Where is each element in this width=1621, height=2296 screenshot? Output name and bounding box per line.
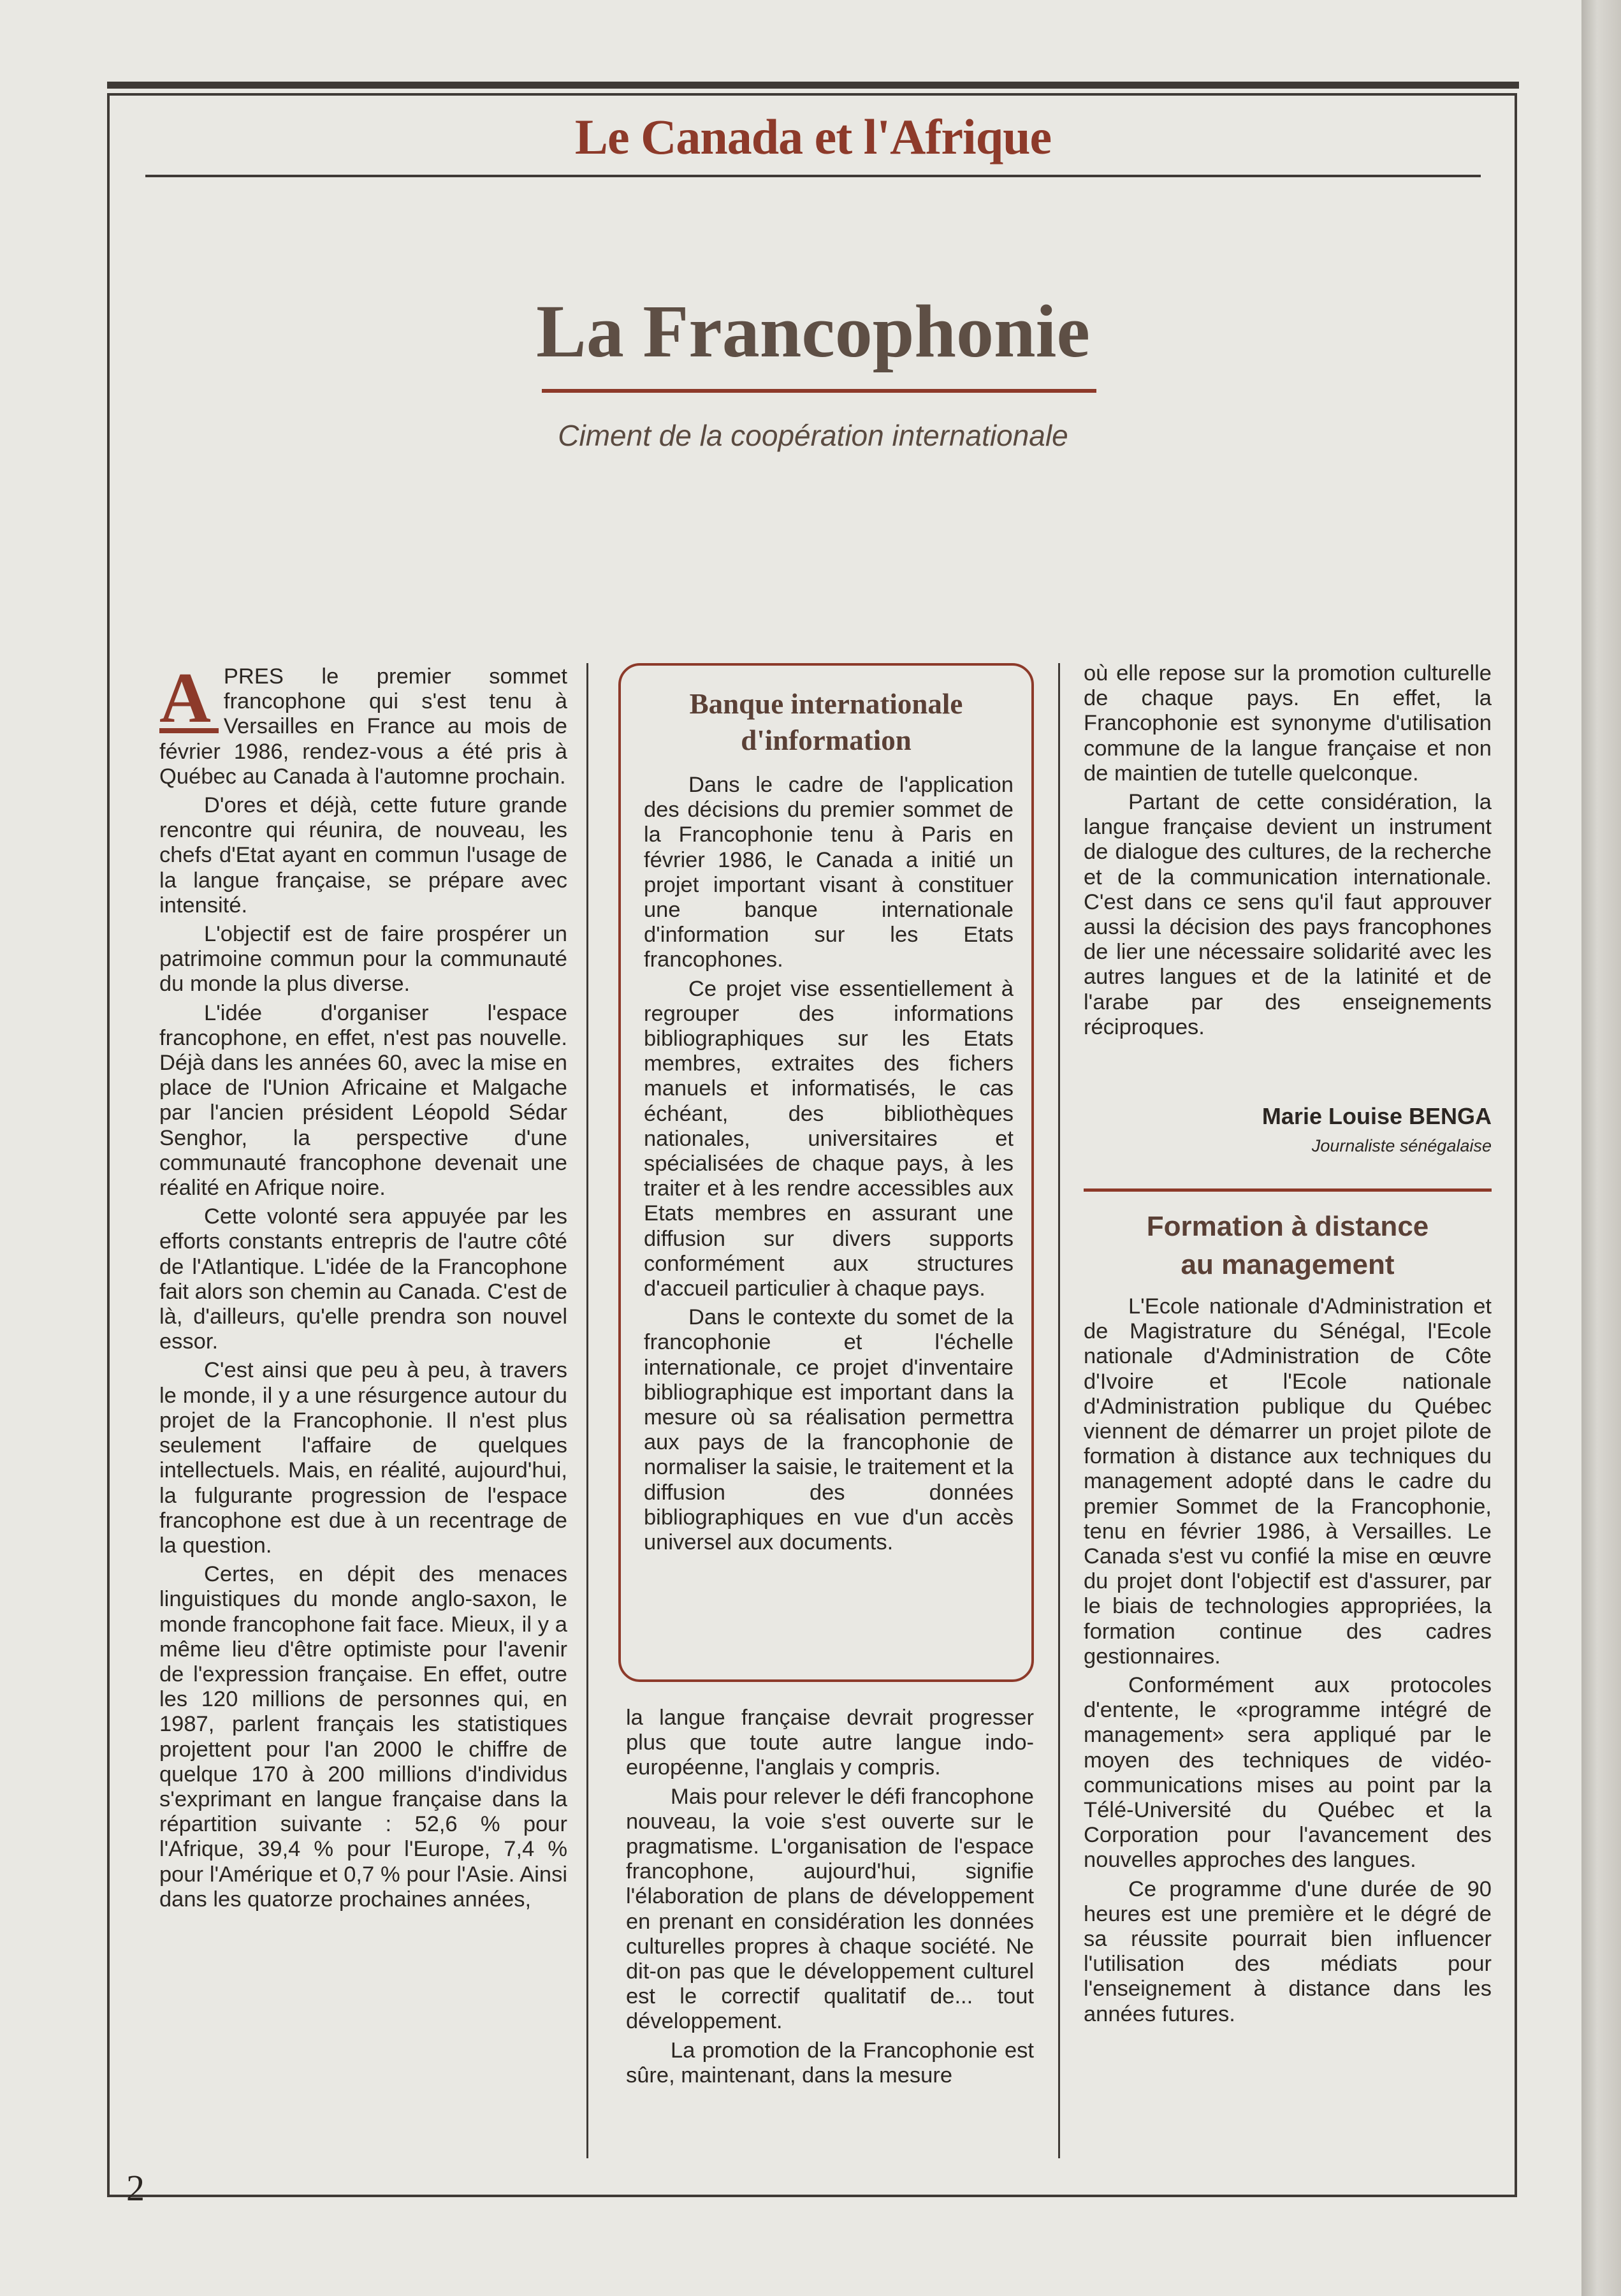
section-header: Le Canada et l'Afrique <box>574 109 1052 165</box>
sidebar2-body <box>1084 1294 1492 2031</box>
column1-paragraph-7: Certes, en dépit des menaces linguistiques du monde anglo-saxon, le monde francophone fait face. Mieux, il y a même lieu d'être optimiste pour l'avenir de l'expression française. En effet, outre les 120 millions de personnes qui, en 1987, parlent français les statistiques projettent pour l'an 2000 le chiffre de quelque 170 à 200 millions d'individus s'exprimant en langue française dans la répartition suivante : 52,6 % pour l'Afrique, 39,4 % pour l'Europe, 7,4 % pour l'Amérique et 0,7 % pour l'Asie. Ainsi dans les quatorze prochaines années, <box>159 1562 567 1912</box>
title-rule <box>542 389 1096 393</box>
sidebar-box-paragraph-2: Ce projet vise essentiellement à regrouper des informations bibliographiques sur les Etats membres, extraites des fichers manuels et informatisés, le cas échéant, des bibliothèques nationales, universitaires et spécialisées de chaque pays, à les traiter et à les rendre accessibles aux Etats membres en assurant une diffusion sur divers supports conformément aux structures d'accueil particulier à chaque pays. <box>644 976 1014 1301</box>
column2-paragraph-2: Mais pour relever le défi francophone nouveau, la voie s'est ouverte sur le pragmatisme. L'organisation de l'espace francophone, aujourd'hui, signifie l'élaboration de plans de développement en prenant en considération les données culturelles propres à chaque société. Ne dit-on pas que le développement culturel est le correctif qualitatif de... tout développement. <box>626 1784 1034 2034</box>
article-column-3 <box>1084 661 1492 1044</box>
sidebar-box-title <box>618 686 1034 759</box>
sidebar2-title-line-1: Formation à distance <box>1146 1211 1429 1242</box>
author-role: Journaliste sénégalaise <box>1311 1136 1492 1155</box>
column-divider-2 <box>1058 663 1060 2158</box>
column1-paragraph-3: L'objectif est de faire prospérer un patrimoine commun pour la communauté du monde la plus diverse. <box>159 922 567 997</box>
sidebar-box-body <box>644 773 1014 1559</box>
article-column-2 <box>626 1706 1034 2092</box>
top-rule <box>107 82 1519 89</box>
sidebar2-title-line-2: au management <box>1181 1249 1395 1280</box>
sidebar-box-title-line-2: d'information <box>741 724 912 756</box>
sidebar2-title <box>1084 1208 1492 1284</box>
article-column-1 <box>159 659 567 1916</box>
sidebar-box-title-line-1: Banque internationale <box>689 688 963 720</box>
column2-paragraph-3: La promotion de la Francophonie est sûre, maintenant, dans la mesure <box>626 2038 1034 2088</box>
sidebar2-rule <box>1084 1188 1492 1192</box>
page-number: 2 <box>126 2167 145 2209</box>
column1-paragraph-2: D'ores et déjà, cette future grande rencontre qui réunira, de nouveau, les chefs d'Etat ayant en commun l'usage de la langue française, se prépare avec intensité. <box>159 793 567 918</box>
sidebar2-paragraph-1: L'Ecole nationale d'Administration et de Magistrature du Sénégal, l'Ecole nationale d'Administration de Côte d'Ivoire et l'Ecole nationale d'Administration publique du Québec viennent de démarrer un projet pilote de formation à distance aux techniques du management adopté dans le cadre du premier Sommet de la Francophonie, tenu en février 1986, à Versailles. Le Canada s'est vu confié la mise en œuvre du projet dont l'objectif est d'assurer, par le biais de technologies appropriées, la formation continue des cadres gestionnaires. <box>1084 1294 1492 1669</box>
column1-paragraph-1-text: PRES le premier sommet francophone qui s'est tenu à Versailles en France au mois de février 1986, rendez-vous a été pris à Québec au Canada à l'automne prochain. <box>159 664 567 789</box>
article-subtitle: Ciment de la coopération internationale <box>558 419 1068 452</box>
column-divider-1 <box>586 663 588 2158</box>
column1-paragraph-5: Cette volonté sera appuyée par les efforts constants entrepris de l'autre côté de l'Atlantique. L'idée de la Francophone fait alors son chemin au Canada. C'est de là, d'ailleurs, qu'elle prendra son nouvel essor. <box>159 1204 567 1354</box>
sidebar-box-paragraph-3: Dans le contexte du somet de la francophonie et l'échelle internationale, ce projet d'inventaire bibliographique est important dans la mesure où sa réalisation permettra aux pays de la francophonie de normaliser la saisie, le traitement et la diffusion des données bibliographiques en vue d'un accès universel aux documents. <box>644 1305 1014 1555</box>
column2-paragraph-1: la langue française devrait progresser plus que toute autre langue indo-européenne, l'anglais y compris. <box>626 1706 1034 1780</box>
header-rule <box>145 175 1481 177</box>
sidebar2-paragraph-3: Ce programme d'une durée de 90 heures est une première et le dégré de sa réussite pourrait bien influencer l'utilisation des médiats pour l'enseignement à distance dans les années futures. <box>1084 1876 1492 2026</box>
author-name: Marie Louise BENGA <box>1261 1103 1492 1129</box>
article-title: La Francophonie <box>536 289 1090 373</box>
column3-paragraph-1: où elle repose sur la promotion culturelle de chaque pays. En effet, la Francophonie est synonyme d'utilisation commune de la langue française et non de maintien de tutelle quelconque. <box>1084 661 1492 786</box>
column1-paragraph-6: C'est ainsi que peu à peu, à travers le monde, il y a une résurgence autour du projet de la Francophonie. Il n'est plus seulement l'affaire de quelques intellectuels. Mais, en réalité, aujourd'hui, la fulgurante progression de l'espace francophone est due à un recentrage de la question. <box>159 1358 567 1558</box>
drop-cap: A <box>159 667 219 733</box>
sidebar-box-paragraph-1: Dans le cadre de l'application des décisions du premier sommet de la Francophonie tenu à Paris en février 1986, le Canada a initié un projet important visant à constituer une banque internationale d'information sur les Etats francophones. <box>644 773 1014 972</box>
column1-paragraph-1 <box>159 659 567 789</box>
scan-edge <box>1581 0 1621 2296</box>
sidebar2-paragraph-2: Conformément aux protocoles d'entente, le «programme intégré de management» sera appliqué par le moyen des techniques de vidéo-communications mises au point par la Télé-Université du Québec et la Corporation pour l'avancement des nouvelles approches des langues. <box>1084 1673 1492 1873</box>
column1-paragraph-4: L'idée d'organiser l'espace francophone, en effet, n'est pas nouvelle. Déjà dans les années 60, avec la mise en place de l'Union Africaine et Malgache par l'ancien président Léopold Sédar Senghor, la perspective d'une communauté francophone devenait une réalité en Afrique noire. <box>159 1000 567 1201</box>
column3-paragraph-2: Partant de cette considération, la langue française devient un instrument de dialogue des cultures, de la recherche et de la communication internationale. C'est dans ce sens qu'il faut approuver aussi la décision des pays francophones de lier une nécessaire solidarité avec les autres langues et de la latinité et de l'arabe par des enseignements réciproques. <box>1084 790 1492 1039</box>
